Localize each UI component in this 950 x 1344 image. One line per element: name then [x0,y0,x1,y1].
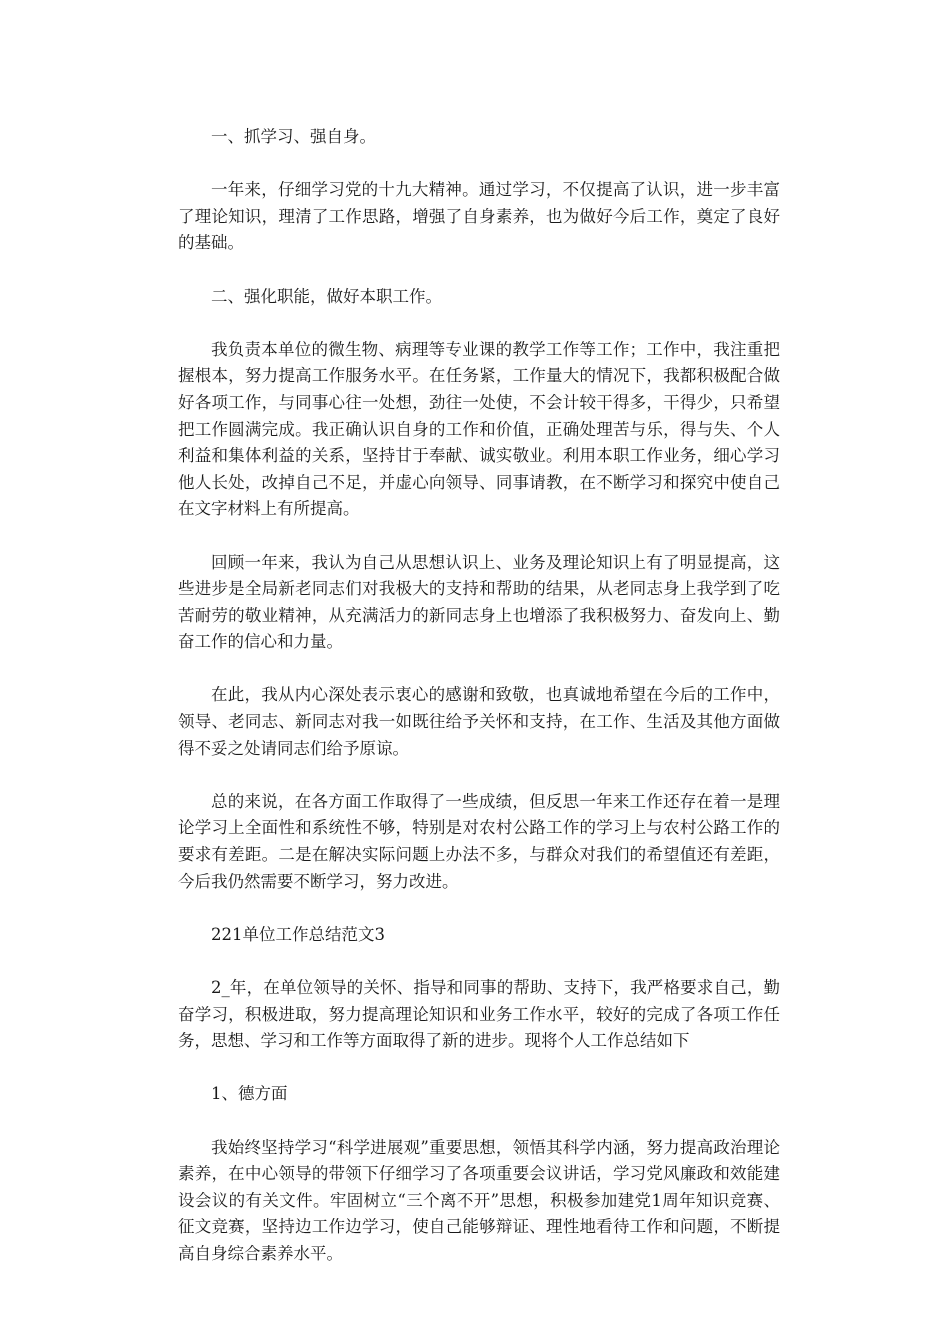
paragraph-spacer [178,762,780,789]
paragraph-thanks: 在此，我从内心深处表示衷心的感谢和致敬，也真诚地希望在今后的工作中，领导、老同志、新同志对我一如既往给予关怀和支持，在工作、生活及其他方面做得不妥之处请同志们给予原谅。 [178,685,780,758]
paragraph-spacer [178,1108,780,1135]
paragraph-duties-body: 我负责本单位的微生物、病理等专业课的教学工作等工作；工作中，我注重把握根本，努力提高工作服务水平。在任务紧，工作量大的情况下，我都积极配合做好各项工作，与同事心往一处想，劲往一处使，不会计较干得多，干得少，只希望把工作圆满完成。我正确认识自身的工作和价值，正确处理苦与乐，得与失、个人利益和集体利益的关系，坚持甘于奉献、诚实敬业。利用本职工作业务，细心学习他人长处，改掉自己不足，并虚心向领导、同事请教，在不断学习和探究中使自己在文字材料上有所提高。 [178,339,780,519]
paragraph-spacer [178,257,780,284]
paragraph-spacer [178,151,780,178]
section-heading-study: 一、抓学习、强自身。 [211,127,376,146]
paragraph-spacer [178,656,780,683]
document-body [178,124,780,1268]
paragraph-review: 回顾一年来，我认为自己从思想认识上、业务及理论知识上有了明显提高，这些进步是全局新老同志们对我极大的支持和帮助的结果，从老同志身上我学到了吃苦耐劳的敬业精神，从充满活力的新同志身上也增添了我积极努力、奋发向上、勤奋工作的信心和力量。 [178,552,780,652]
paragraph-summary: 总的来说，在各方面工作取得了一些成绩，但反思一年来工作还存在着一是理论学习上全面性和系统性不够，特别是对农村公路工作的学习上与农村公路工作的要求有差距。二是在解决实际问题上办法不多，与群众对我们的希望值还有差距，今后我仍然需要不断学习，努力改进。 [178,791,780,891]
paragraph-sample-intro: 2_年，在单位领导的关怀、指导和同事的帮助、支持下，我严格要求自己，勤奋学习，积极进取，努力提高理论知识和业务工作水平，较好的完成了各项工作任务，思想、学习和工作等方面取得了新的进步。现将个人工作总结如下 [178,978,780,1051]
paragraph-spacer [178,948,780,975]
paragraph-spacer [178,1055,780,1082]
section-heading-morality: 1、德方面 [211,1084,288,1104]
paragraph-morality-body: 我始终坚持学习“科学进展观”重要思想，领悟其科学内涵，努力提高政治理论素养，在中心领导的带领下仔细学习了各项重要会议讲话，学习党风廉政和效能建设会议的有关文件。牢固树立“三个离不开”思想，积极参加建党1周年知识竞赛、征文竞赛，坚持边工作边学习，使自己能够辩证、理性地看待工作和问题，不断提高自身综合素养水平。 [178,1137,780,1263]
paragraph-spacer [178,310,780,337]
section-heading-duties: 二、强化职能，做好本职工作。 [211,286,442,306]
paragraph-spacer [178,523,780,550]
paragraph-spacer [178,895,780,922]
paragraph-study-body: 一年来，仔细学习党的十九大精神。通过学习，不仅提高了认识，进一步丰富了理论知识，理清了工作思路，增强了自身素养，也为做好今后工作，奠定了良好的基础。 [178,180,780,253]
sample-title: 221单位工作总结范文3 [211,924,385,944]
